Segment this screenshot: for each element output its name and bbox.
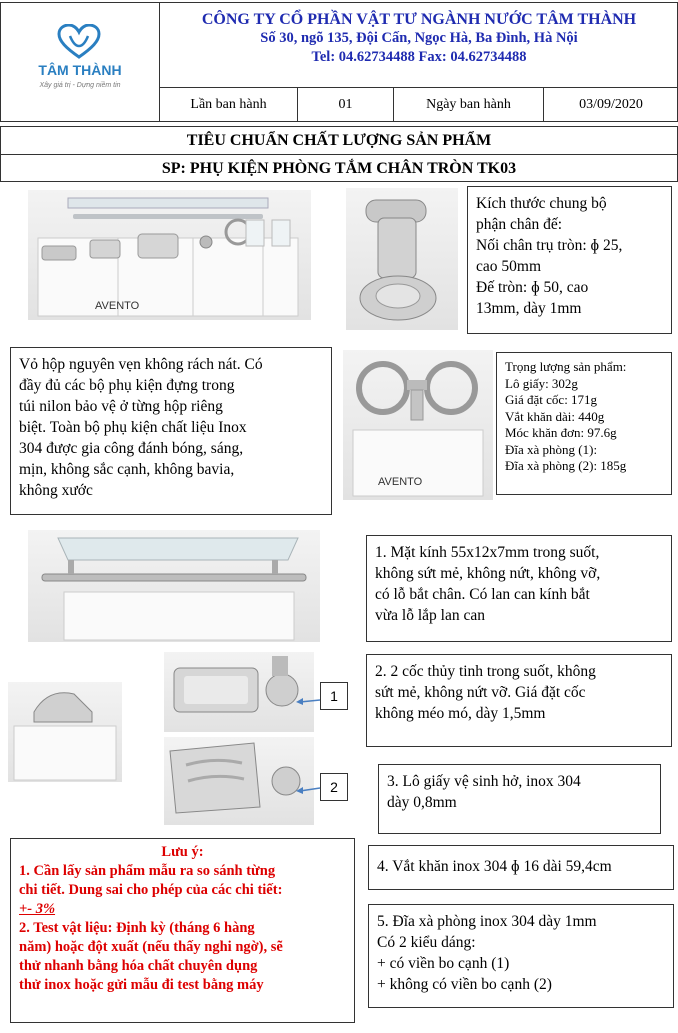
packaging-line: túi nilon bảo vệ ở từng hộp riêng	[19, 398, 223, 415]
spec-line: + có viền bo cạnh (1)	[377, 955, 510, 972]
glass-shelf-photo	[28, 530, 320, 642]
weights-line: Lô giấy: 302g	[505, 375, 578, 391]
spec-line: không méo mó, dày 1,5mm	[375, 705, 546, 722]
note-line: 1. Cần lấy sản phẩm mẫu ra so sánh từng	[19, 863, 276, 879]
note-tolerance: +- 3%	[19, 901, 56, 917]
arrow-left-icon	[296, 694, 322, 706]
packaging-line: biệt. Toàn bộ phụ kiện chất liệu Inox	[19, 419, 247, 436]
spec-line: không sứt mẻ, không nứt, không vỡ,	[375, 565, 601, 582]
spec3-box	[378, 764, 661, 834]
spec-line: 4. Vắt khăn inox 304 ɸ 16 dài 59,4cm	[377, 858, 612, 875]
product-set-illustration	[28, 190, 311, 320]
company-info	[160, 2, 678, 88]
spec-line: sứt mẻ, không nứt vỡ. Giá đặt cốc	[375, 684, 586, 701]
spec5-box	[368, 904, 674, 1008]
dimensions-line: 13mm, dày 1mm	[476, 300, 582, 317]
spec-line: 5. Đĩa xà phòng inox 304 dày 1mm	[377, 913, 597, 930]
packaging-box	[10, 347, 332, 515]
spec2-box	[366, 654, 672, 747]
company-address: Số 30, ngõ 135, Đội Cấn, Ngọc Hà, Ba Đình, Hà Nội	[260, 30, 578, 46]
spec4-box	[368, 845, 674, 890]
dimensions-line: Đế tròn: ɸ 50, cao	[476, 279, 589, 296]
company-contact: Tel: 04.62734488 Fax: 04.62734488	[311, 49, 527, 65]
logo-cell	[0, 2, 160, 122]
paper-holder-photo	[8, 682, 122, 782]
spec-line: vừa lỗ lắp lan can	[375, 607, 485, 624]
base-closeup-illustration	[346, 188, 458, 330]
spec1-box	[366, 535, 672, 642]
note-line: 2. Test vật liệu: Định kỳ (tháng 6 hàng	[19, 920, 255, 936]
soap-dish-2-photo	[164, 737, 314, 825]
soap-dish-1-photo	[164, 652, 314, 732]
weights-line: Giá đặt cốc: 171g	[505, 392, 598, 407]
note-line: chi tiết. Dung sai cho phép của các chi tiết:	[19, 882, 283, 898]
date-label: Ngày ban hành	[394, 88, 544, 122]
product-title: SP: PHỤ KIỆN PHÒNG TẮM CHÂN TRÒN TK03	[161, 160, 517, 177]
packaging-line: mịn, không sắc cạnh, không bavia,	[19, 461, 235, 478]
packaging-line: 304 được gia công đánh bóng, sáng,	[19, 440, 244, 457]
arrow-left-icon	[296, 784, 322, 796]
spec-line: 3. Lô giấy vệ sinh hở, inox 304	[387, 773, 581, 790]
brand-label-1: AVENTO	[95, 300, 140, 312]
tag-1: 1	[320, 682, 348, 710]
base-closeup-photo	[346, 188, 458, 330]
weights-line: Đĩa xà phòng (2): 185g	[505, 458, 627, 473]
note-line: thử inox hoặc gửi mẫu đi test bằng máy	[19, 977, 264, 993]
glass-shelf-illustration	[28, 530, 320, 642]
issue-value: 01	[298, 88, 394, 122]
note-box	[10, 838, 355, 1023]
weights-line: Đĩa xà phòng (1):	[505, 441, 598, 457]
spec-line: Có 2 kiểu dáng:	[377, 934, 476, 951]
spec-line: 1. Mặt kính 55x12x7mm trong suốt,	[375, 544, 600, 561]
heart-logo-icon	[56, 24, 102, 60]
dimensions-line: phận chân đế:	[476, 216, 563, 233]
title-block	[0, 126, 678, 182]
soap-dish-1-illustration	[164, 652, 314, 732]
date-value: 03/09/2020	[579, 97, 643, 112]
dimensions-line: cao 50mm	[476, 258, 541, 275]
paper-holder-illustration	[8, 682, 122, 782]
weights-line: Móc khăn đơn: 97.6g	[505, 425, 617, 440]
dimensions-line: Kích thước chung bộ	[476, 195, 607, 212]
spec-line: có lỗ bắt chân. Có lan can kính bắt	[375, 586, 590, 603]
weights-line: Vắt khăn dài: 440g	[505, 408, 605, 424]
note-line: năm) hoặc đột xuất (nếu thấy nghi ngờ), sẽ	[19, 939, 283, 955]
note-line: thử nhanh bằng hóa chất chuyên dụng	[19, 958, 258, 974]
logo-slogan: Xây giá trị - Dựng niềm tin	[39, 82, 121, 89]
company-name: CÔNG TY CỔ PHẦN VẬT TƯ NGÀNH NƯỚC TÂM THÀNH	[201, 11, 637, 28]
brand-label-2: AVENTO	[378, 476, 423, 488]
product-set-photo	[28, 190, 311, 320]
spec-line: 2. 2 cốc thủy tinh trong suốt, không	[375, 663, 596, 680]
packaging-line: không xước	[19, 482, 93, 499]
spec-line: dày 0,8mm	[387, 794, 457, 811]
note-heading: Lưu ý:	[161, 844, 204, 860]
issue-label: Lần ban hành	[160, 88, 298, 122]
dimensions-line: Nối chân trụ tròn: ɸ 25,	[476, 237, 623, 254]
spec-line: + không có viền bo cạnh (2)	[377, 976, 552, 993]
logo-text: TÂM THÀNH	[38, 62, 122, 78]
packaging-line: Vỏ hộp nguyên vẹn không rách nát. Có	[19, 356, 263, 373]
packaging-line: đầy đủ các bộ phụ kiện đựng trong	[19, 377, 235, 394]
doc-title: TIÊU CHUẨN CHẤT LƯỢNG SẢN PHẨM	[1, 127, 677, 155]
tag-2: 2	[320, 773, 348, 801]
weights-box	[496, 352, 672, 495]
weights-line: Trọng lượng sản phẩm:	[505, 359, 627, 374]
soap-dish-2-illustration	[164, 737, 314, 825]
dimensions-box	[467, 186, 672, 334]
